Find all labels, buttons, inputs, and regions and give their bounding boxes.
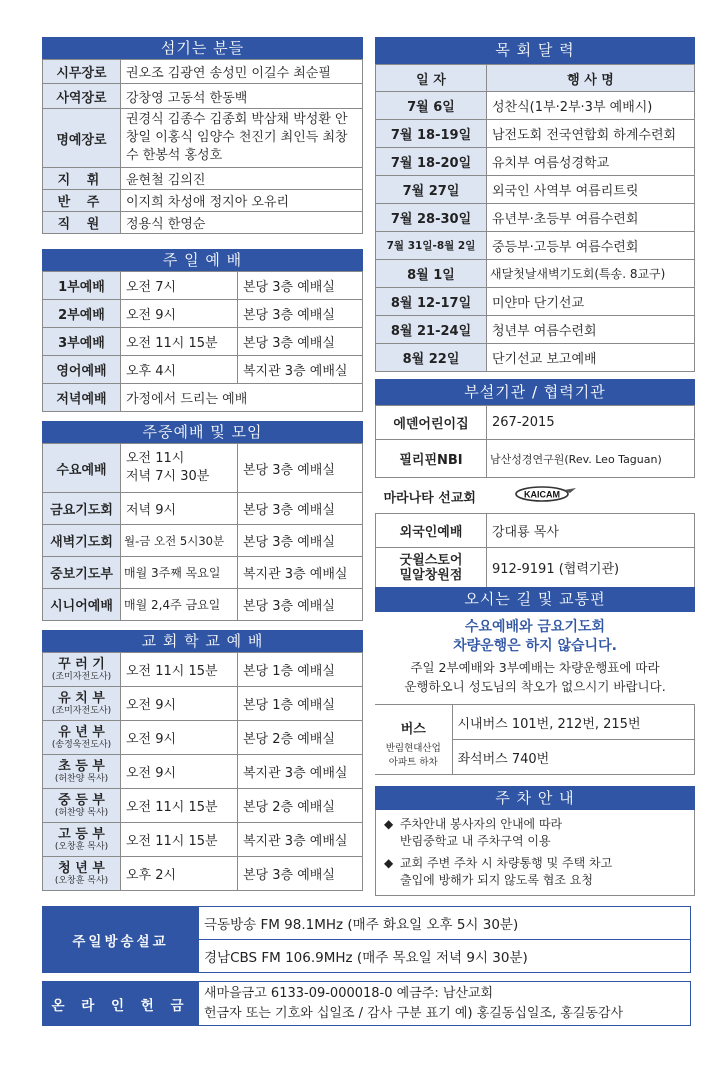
row-label: 시니어예배 xyxy=(43,589,121,621)
row-label: 명예장로 xyxy=(43,109,121,168)
school-table xyxy=(42,652,363,891)
info-line1: 주일 2부예배와 3부예배는 차량운행표에 따라 xyxy=(410,660,660,675)
sunday-table xyxy=(42,271,363,412)
table-row xyxy=(376,514,695,548)
parking-item-line2: 반림중학교 내 주차구역 이용 xyxy=(400,834,551,848)
school-title: 교 회 학 교 예 배 xyxy=(42,630,363,652)
row-time-line1: 오전 11시 xyxy=(126,451,185,466)
dept-leader: (오창훈 목사) xyxy=(54,875,109,886)
row-time: 오전 11시 15분 xyxy=(121,789,238,823)
row-label xyxy=(43,687,121,721)
event-date: 7월 18-20일 xyxy=(376,148,487,176)
affiliate-value: 912-9191 (협력기관) xyxy=(487,548,695,588)
row-label xyxy=(43,789,121,823)
bus-label: 버스 xyxy=(375,705,452,740)
table-row xyxy=(43,653,363,687)
table-row xyxy=(376,176,695,204)
row-value: 권경식 김종수 김종회 박삼채 박성환 안창일 이홍식 임양수 천진기 최인득 최창수 한봉석 홍성호 xyxy=(121,109,363,168)
event-name: 성찬식(1부·2부·3부 예배시) xyxy=(487,92,695,120)
broadcast-line2: 경남CBS FM 106.9MHz (매주 목요일 저녁 9시 30분) xyxy=(199,940,691,973)
offering-table xyxy=(42,981,691,1026)
table-row xyxy=(376,316,695,344)
table-header-row xyxy=(376,65,695,92)
dept-name: 유 년 부 xyxy=(58,724,105,740)
row-value: 이지희 차성애 정지아 오유리 xyxy=(121,190,363,212)
table-row xyxy=(43,60,363,84)
row-place: 본당 3층 예배실 xyxy=(238,272,363,300)
row-label: 사역장로 xyxy=(43,84,121,109)
table-row xyxy=(43,212,363,234)
parking-item-line2: 출입에 방해가 되지 않도록 협조 요청 xyxy=(400,873,593,887)
kaicam-logo xyxy=(514,486,578,502)
row-place: 본당 1층 예배실 xyxy=(238,687,363,721)
table-row xyxy=(376,120,695,148)
dept-name: 청 년 부 xyxy=(58,860,105,876)
event-date: 7월 6일 xyxy=(376,92,487,120)
affiliate-name: 필리핀NBI xyxy=(376,440,487,478)
table-row xyxy=(376,440,695,478)
table-row xyxy=(43,384,363,412)
dept-name: 중 등 부 xyxy=(58,792,105,808)
row-place: 본당 1층 예배실 xyxy=(238,653,363,687)
parking-list xyxy=(375,810,695,896)
event-date: 7월 28-30일 xyxy=(376,204,487,232)
row-label xyxy=(43,721,121,755)
row-place: 본당 3층 예배실 xyxy=(238,589,363,621)
col-date-header: 일 자 xyxy=(376,65,487,92)
event-date: 7월 27일 xyxy=(376,176,487,204)
row-value: 정용식 한영순 xyxy=(121,212,363,234)
event-name: 외국인 사역부 여름리트릿 xyxy=(487,176,695,204)
event-name: 중등부·고등부 여름수련회 xyxy=(487,232,695,260)
table-row xyxy=(43,272,363,300)
diamond-bullet-icon: ◆ xyxy=(384,856,394,870)
table-row xyxy=(43,444,363,493)
table-row xyxy=(376,288,695,316)
event-name: 미얀마 단기선교 xyxy=(487,288,695,316)
parking-item xyxy=(384,855,686,889)
parking-item-line1: 교회 주변 주차 시 차량통행 및 주택 차고 xyxy=(400,856,613,870)
school-panel xyxy=(42,630,363,891)
table-row xyxy=(43,823,363,857)
table-row xyxy=(43,300,363,328)
row-place: 본당 3층 예배실 xyxy=(238,300,363,328)
table-row xyxy=(43,789,363,823)
row-label: 반 주 xyxy=(43,190,121,212)
affiliate-name-line1: 굿윌스토어 xyxy=(399,552,463,568)
table-row xyxy=(43,907,691,940)
event-name: 청년부 여름수련회 xyxy=(487,316,695,344)
row-label xyxy=(43,823,121,857)
parking-item xyxy=(384,816,686,850)
row-label: 3부예배 xyxy=(43,328,121,356)
row-label xyxy=(43,653,121,687)
row-label: 시무장로 xyxy=(43,60,121,84)
table-row xyxy=(43,109,363,168)
table-row xyxy=(375,705,695,740)
offering-panel xyxy=(42,981,691,1026)
row-time: 오전 9시 xyxy=(121,721,238,755)
affiliate-value: 267-2015 xyxy=(487,406,695,440)
row-time: 오후 4시 xyxy=(121,356,238,384)
weekday-table xyxy=(42,443,363,621)
row-label: 1부예배 xyxy=(43,272,121,300)
row-label: 직 원 xyxy=(43,212,121,234)
dept-leader: (송정욱전도사) xyxy=(51,739,112,750)
broadcast-table xyxy=(42,906,691,973)
row-time xyxy=(121,444,238,493)
table-row xyxy=(43,589,363,621)
table-row xyxy=(376,232,695,260)
row-label: 2부예배 xyxy=(43,300,121,328)
table-row xyxy=(376,478,695,514)
broadcast-panel xyxy=(42,906,691,973)
table-row xyxy=(376,148,695,176)
row-place: 본당 3층 예배실 xyxy=(238,857,363,891)
table-row xyxy=(43,493,363,525)
offering-label: 온 라 인 헌 금 xyxy=(43,982,199,1026)
table-row xyxy=(376,92,695,120)
table-row xyxy=(43,84,363,109)
directions-notice xyxy=(375,612,695,696)
row-place: 복지관 3층 예배실 xyxy=(238,557,363,589)
row-label: 금요기도회 xyxy=(43,493,121,525)
diamond-bullet-icon: ◆ xyxy=(384,817,394,831)
affiliate-name-line2: 밀알창원점 xyxy=(399,567,463,583)
info-line2: 운행하오니 성도님의 착오가 없으시기 바랍니다. xyxy=(404,679,666,694)
serving-panel xyxy=(42,37,363,234)
serving-table xyxy=(42,59,363,234)
row-time: 오전 11시 15분 xyxy=(121,823,238,857)
event-name: 단기선교 보고예배 xyxy=(487,344,695,372)
row-time: 오후 2시 xyxy=(121,857,238,891)
notice-line1: 수요예배와 금요기도회 xyxy=(464,619,606,635)
row-time: 오전 11시 15분 xyxy=(121,328,238,356)
row-label: 지 휘 xyxy=(43,168,121,190)
serving-title: 섬기는 분들 xyxy=(42,37,363,59)
affiliate-value: 남산성경연구원(Rev. Leo Taguan) xyxy=(487,440,695,478)
affiliate-name xyxy=(376,548,487,588)
dept-name: 꾸 러 기 xyxy=(58,656,105,672)
bus-stop-line2: 아파트 하차 xyxy=(388,756,438,768)
offering-line1: 새마을금고 6133-09-000018-0 예금주: 남산교회 xyxy=(204,985,494,1001)
parking-title: 주 차 안 내 xyxy=(375,786,695,810)
table-row xyxy=(376,204,695,232)
row-place: 본당 3층 예배실 xyxy=(238,444,363,493)
affiliate-row-mission xyxy=(376,478,695,514)
event-date: 7월 31일-8월 2일 xyxy=(376,232,487,260)
table-row xyxy=(43,982,691,1026)
kaicam-logo-mark xyxy=(514,486,578,502)
row-time: 오전 9시 xyxy=(121,300,238,328)
sunday-panel xyxy=(42,249,363,412)
table-row xyxy=(376,406,695,440)
row-place: 본당 3층 예배실 xyxy=(238,328,363,356)
table-row xyxy=(375,740,695,775)
parking-panel xyxy=(375,786,695,896)
row-label xyxy=(43,857,121,891)
calendar-table xyxy=(375,64,695,372)
dept-name: 유 치 부 xyxy=(58,690,105,706)
row-place: 복지관 3층 예배실 xyxy=(238,356,363,384)
directions-title: 오시는 길 및 교통편 xyxy=(375,587,695,612)
row-time: 가정에서 드리는 예배 xyxy=(121,384,363,412)
row-time: 오전 9시 xyxy=(121,687,238,721)
row-time: 저녁 9시 xyxy=(121,493,238,525)
row-label: 영어예배 xyxy=(43,356,121,384)
row-value: 권오조 김광연 송성민 이길수 최순필 xyxy=(121,60,363,84)
event-name: 새달첫날새벽기도회(특송. 8교구) xyxy=(487,260,695,288)
row-value: 윤현철 김의진 xyxy=(121,168,363,190)
bus-stop-line1: 반림현대산업 xyxy=(385,742,441,754)
table-row xyxy=(43,190,363,212)
row-place: 본당 2층 예배실 xyxy=(238,721,363,755)
table-row xyxy=(43,525,363,557)
row-time: 매월 2,4주 금요일 xyxy=(121,589,238,621)
dept-leader: (오창훈 목사) xyxy=(54,841,109,852)
row-time: 오전 11시 15분 xyxy=(121,653,238,687)
bus-table xyxy=(375,704,695,775)
table-row xyxy=(376,344,695,372)
dept-name: 초 등 부 xyxy=(58,758,105,774)
event-date: 8월 1일 xyxy=(376,260,487,288)
offering-line2: 헌금자 또는 기호와 십일조 / 감사 구분 표기 예) 홍길동십일조, 홍길동감사 xyxy=(204,1005,624,1021)
dept-leader: (허찬양 목사) xyxy=(54,773,109,784)
affiliate-name: 외국인예배 xyxy=(376,514,487,548)
row-label: 저녁예배 xyxy=(43,384,121,412)
broadcast-line1: 극동방송 FM 98.1MHz (매주 화요일 오후 5시 30분) xyxy=(199,907,691,940)
affiliate-name: 에덴어린이집 xyxy=(376,406,487,440)
row-place: 본당 2층 예배실 xyxy=(238,789,363,823)
col-event-header: 행 사 명 xyxy=(487,65,695,92)
table-row xyxy=(376,260,695,288)
dept-name: 고 등 부 xyxy=(58,826,105,842)
offering-info xyxy=(199,982,691,1026)
affiliates-title: 부설기관 / 협력기관 xyxy=(375,379,695,405)
row-label xyxy=(43,755,121,789)
table-row xyxy=(43,557,363,589)
table-row xyxy=(43,721,363,755)
weekday-panel xyxy=(42,421,363,621)
affiliates-panel xyxy=(375,379,695,588)
affiliate-name: 마라나타 선교회 xyxy=(383,490,476,506)
table-row xyxy=(43,857,363,891)
notice-line2: 차량운행은 하지 않습니다. xyxy=(453,638,617,654)
table-row xyxy=(43,356,363,384)
affiliates-table xyxy=(375,405,695,588)
dept-leader: (조미자전도사) xyxy=(51,671,112,682)
table-row xyxy=(43,328,363,356)
row-time: 월-금 오전 5시30분 xyxy=(121,525,238,557)
row-place: 본당 3층 예배실 xyxy=(238,525,363,557)
row-label: 수요예배 xyxy=(43,444,121,493)
row-time-line2: 저녁 7시 30분 xyxy=(126,469,210,484)
row-place: 복지관 3층 예배실 xyxy=(238,755,363,789)
row-time: 매월 3주째 목요일 xyxy=(121,557,238,589)
table-row xyxy=(43,755,363,789)
table-row xyxy=(43,168,363,190)
directions-panel xyxy=(375,587,695,775)
event-date: 7월 18-19일 xyxy=(376,120,487,148)
dept-leader: (조미자전도사) xyxy=(51,705,112,716)
dept-leader: (허찬양 목사) xyxy=(54,807,109,818)
calendar-title: 목 회 달 력 xyxy=(375,37,695,64)
row-time: 오전 7시 xyxy=(121,272,238,300)
bus-stop xyxy=(375,740,452,775)
affiliate-value: 강대룡 목사 xyxy=(487,514,695,548)
weekday-title: 주중예배 및 모임 xyxy=(42,421,363,443)
table-row xyxy=(376,548,695,588)
calendar-panel xyxy=(375,37,695,372)
row-value: 강창영 고동석 한동백 xyxy=(121,84,363,109)
row-time: 오전 9시 xyxy=(121,755,238,789)
broadcast-label: 주일방송설교 xyxy=(43,907,199,973)
sunday-title: 주 일 예 배 xyxy=(42,249,363,271)
event-name: 남전도회 전국연합회 하계수련회 xyxy=(487,120,695,148)
event-date: 8월 22일 xyxy=(376,344,487,372)
event-name: 유년부·초등부 여름수련회 xyxy=(487,204,695,232)
event-date: 8월 12-17일 xyxy=(376,288,487,316)
bus-line1: 시내버스 101번, 212번, 215번 xyxy=(452,705,695,740)
kaicam-logo-text: KAICAM xyxy=(524,489,561,499)
event-date: 8월 21-24일 xyxy=(376,316,487,344)
row-label: 중보기도부 xyxy=(43,557,121,589)
bus-line2: 좌석버스 740번 xyxy=(452,740,695,775)
table-row xyxy=(43,687,363,721)
row-place: 복지관 3층 예배실 xyxy=(238,823,363,857)
row-label: 새벽기도회 xyxy=(43,525,121,557)
row-place: 본당 3층 예배실 xyxy=(238,493,363,525)
event-name: 유치부 여름성경학교 xyxy=(487,148,695,176)
parking-item-line1: 주차안내 봉사자의 안내에 따라 xyxy=(400,817,563,831)
